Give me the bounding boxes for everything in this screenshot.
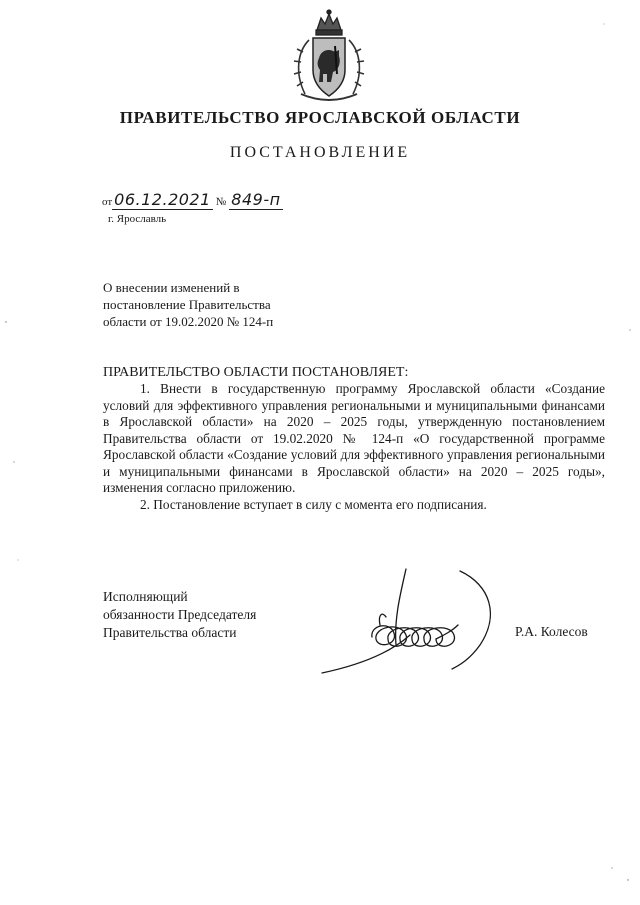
date-number-line bbox=[102, 190, 283, 209]
document-number: 849-п bbox=[231, 190, 281, 209]
coat-of-arms-icon bbox=[283, 8, 375, 108]
government-title: ПРАВИТЕЛЬСТВО ЯРОСЛАВСКОЙ ОБЛАСТИ bbox=[119, 108, 521, 127]
subject-line: области от 19.02.2020 № 124-п bbox=[103, 314, 274, 329]
document-kind: ПОСТАНОВЛЕНИЕ bbox=[229, 144, 411, 161]
subject-block bbox=[103, 279, 273, 330]
date-prefix: от bbox=[102, 196, 113, 208]
signatory-title bbox=[103, 588, 256, 642]
signatory-title-line: Исполняющий bbox=[103, 589, 188, 604]
subject-line: О внесении изменений в bbox=[103, 280, 240, 295]
signatory-name: Р.А. Колесов bbox=[515, 624, 588, 639]
handwritten-signature bbox=[320, 565, 510, 685]
paragraph-2: 2. Постановление вступает в силу с момента его подписания. bbox=[140, 496, 487, 512]
paragraph-1: 1. Внести в государственную программу Ярославской области «Создание условий для эффективного управления региональными и муниципальными финансами в Ярославской области» на 2020 – 2025 годы, утвержденную постановлением Правительства области от 19.02.2020 № 124-п «О государственной программе Ярославской области «Создание условий для эффективного управления региональными и муниципальными финансами в Ярославской области» на 2020 – 2025 годы», изменения согласно приложению. bbox=[103, 381, 605, 495]
signatory-title-line: обязанности Председателя bbox=[103, 607, 257, 622]
subject-line: постановление Правительства bbox=[103, 297, 271, 312]
number-sign: № bbox=[215, 196, 227, 208]
document-date: 06.12.2021 bbox=[114, 190, 211, 209]
city: г. Ярославль bbox=[108, 213, 167, 225]
resolve-heading: ПРАВИТЕЛЬСТВО ОБЛАСТИ ПОСТАНОВЛЯЕТ: bbox=[103, 365, 409, 380]
resolution-body bbox=[103, 381, 605, 513]
signatory-title-line: Правительства области bbox=[103, 625, 237, 640]
